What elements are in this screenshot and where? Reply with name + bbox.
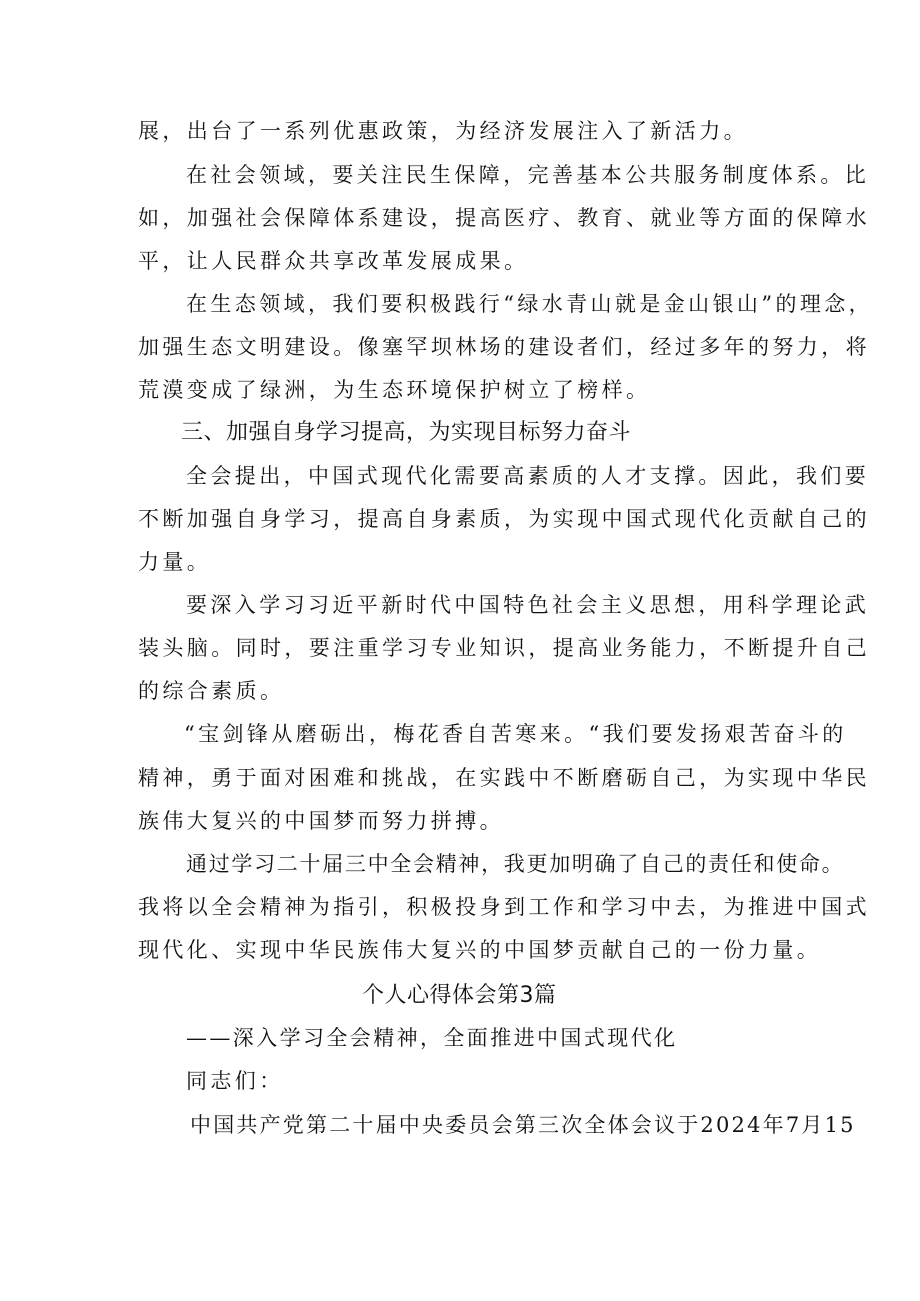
body-text-line: 现代化、实现中华民族伟大复兴的中国梦贡献自己的一份力量。 (138, 938, 822, 962)
article-subtitle: ——深入学习全会精神，全面推进中国式现代化 (186, 1026, 678, 1050)
body-text-line: 的综合素质。 (138, 679, 285, 703)
paragraph-first-line: 在生态领域，我们要积极践行“绿水青山就是金山银山”的理念， (186, 292, 874, 316)
article-title: 个人心得体会第3篇 (362, 983, 557, 1008)
paragraph-first-line: 中国共产党第二十届中央委员会第三次全体会议于2024年7月15 (190, 1113, 856, 1137)
body-text-line: 族伟大复兴的中国梦而努力拼搏。 (138, 809, 504, 833)
body-text-line: 我将以全会精神为指引，积极投身到工作和学习中去，为推进中国式 (138, 895, 870, 919)
salutation: 同志们： (186, 1069, 284, 1093)
paragraph-first-line: 要深入学习习近平新时代中国特色社会主义思想，用科学理论武 (186, 593, 870, 617)
section-heading: 三、加强自身学习提高，为实现目标努力奋斗 (181, 420, 632, 445)
body-text-line: 如，加强社会保障体系建设，提高医疗、教育、就业等方面的保障水 (138, 206, 870, 230)
paragraph-first-line: “宝剑锋从磨砺出，梅花香自苦寒来。“我们要发扬艰苦奋斗的 (184, 722, 847, 746)
body-text-line: 精神，勇于面对困难和挑战，在实践中不断磨砺自己，为实现中华民 (138, 766, 870, 790)
body-text-line: 力量。 (138, 550, 212, 574)
body-text-line: 加强生态文明建设。像塞罕坝林场的建设者们，经过多年的努力，将 (138, 335, 870, 359)
body-text-line: 装头脑。同时，要注重学习专业知识，提高业务能力，不断提升自己 (138, 636, 870, 660)
body-text-line: 展，出台了一系列优惠政策，为经济发展注入了新活力。 (138, 119, 748, 143)
paragraph-first-line: 全会提出，中国式现代化需要高素质的人才支撑。因此，我们要 (186, 464, 870, 488)
body-text-line: 平，让人民群众共享改革发展成果。 (138, 249, 529, 273)
paragraph-first-line: 通过学习二十届三中全会精神，我更加明确了自己的责任和使命。 (186, 852, 845, 876)
paragraph-first-line: 在社会领域，要关注民生保障，完善基本公共服务制度体系。比 (186, 163, 870, 187)
body-text-line: 荒漠变成了绿洲，为生态环境保护树立了榜样。 (138, 378, 651, 402)
body-text-line: 不断加强自身学习，提高自身素质，为实现中国式现代化贡献自己的 (138, 507, 870, 531)
